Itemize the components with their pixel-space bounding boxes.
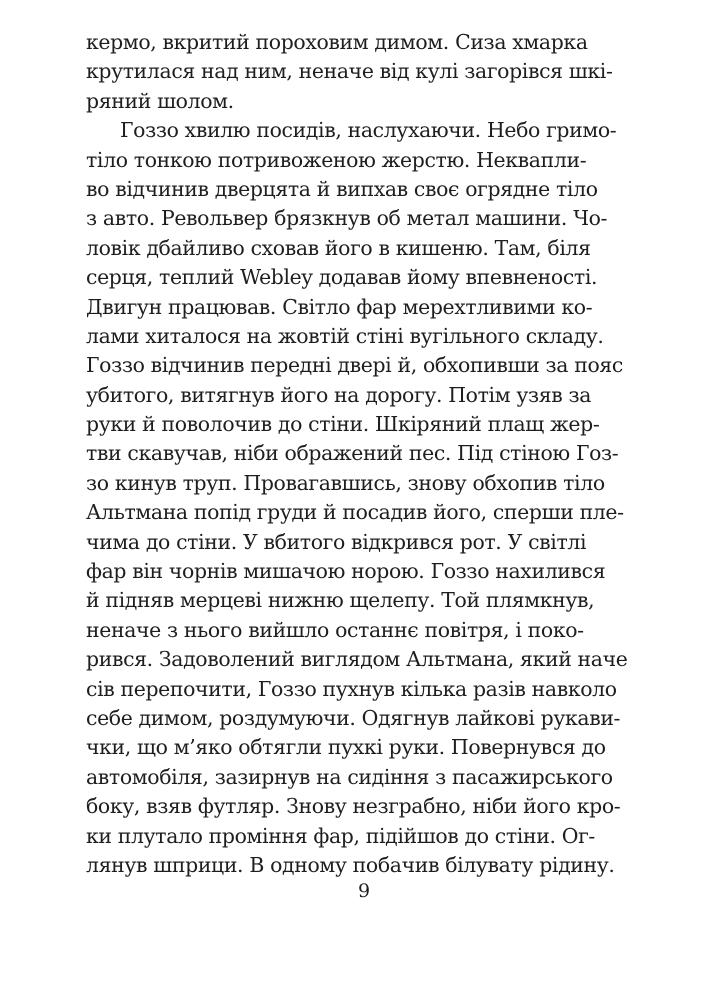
text-line: ловік дбайливо сховав його в кишеню. Там, біля <box>86 235 591 260</box>
text-line: себе димом, роздумуючи. Одягнув лайкові рукави- <box>86 705 621 730</box>
text-line: ряний шолом. <box>86 88 234 113</box>
text-line: Альтмана попід груди й посадив його, сперши пле- <box>86 500 624 525</box>
paragraph-first-line: Гоззо хвилю посидів, наслухаючи. Небо гримо- <box>120 118 617 143</box>
text-line: автомобіля, зазирнув на сидіння з пасажирського <box>86 764 613 789</box>
text-line: тви скавучав, ніби ображений пес. Під стіною Гоз- <box>86 441 619 466</box>
text-line: сів перепочити, Гоззо пухнув кілька разів навколо <box>86 676 617 701</box>
text-line: лами хиталося на жовтій стіні вугільного складу. <box>86 323 604 348</box>
text-line: неначе з нього вийшло останнє повітря, і поко- <box>86 617 584 642</box>
text-line: чки, що м’яко обтягли пухкі руки. Повернувся до <box>86 735 606 760</box>
text-line: убитого, витягнув його на дорогу. Потім узяв за <box>86 382 592 407</box>
text-line: руки й поволочив до стіни. Шкіряний плащ жер- <box>86 412 600 437</box>
text-line: зо кинув труп. Провагавшись, знову обхопив тіло <box>86 470 605 495</box>
page-number: 9 <box>357 880 371 902</box>
text-line: крутилася над ним, неначе від кулі загорівся шкі- <box>86 59 613 84</box>
text-line: чима до стіни. У вбитого відкрився рот. У світлі <box>86 529 587 554</box>
text-line: рився. Задоволений виглядом Альтмана, який наче <box>86 647 628 672</box>
text-line: ки плутало проміння фар, підійшов до стіни. Ог- <box>86 823 595 848</box>
text-line: боку, взяв футляр. Знову незграбно, ніби його кро- <box>86 794 621 819</box>
text-line: кермо, вкритий пороховим димом. Сиза хмарка <box>86 30 588 54</box>
text-line: фар він чорнів мишачою норою. Гоззо нахилився <box>86 559 606 584</box>
text-line: во відчинив дверцята й випхав своє огрядне тіло <box>86 176 598 201</box>
text-line: тіло тонкою потривоженою жерстю. Неквапли- <box>86 147 587 172</box>
text-line: й підняв мерцеві нижню щелепу. Той плямкнув, <box>86 588 595 613</box>
body-text <box>86 28 726 880</box>
text-line: лянув шприци. В одному побачив білувату рідину. <box>86 852 615 877</box>
text-line: з авто. Револьвер брязкнув об метал машини. Чо- <box>86 206 608 231</box>
text-line: Двигун працював. Світло фар мерехтливими ко- <box>86 294 593 319</box>
text-line: серця, теплий Webley додавав йому впевненості. <box>86 265 598 290</box>
text-line: Гоззо відчинив передні двері й, обхопивши за пояс <box>86 353 623 378</box>
